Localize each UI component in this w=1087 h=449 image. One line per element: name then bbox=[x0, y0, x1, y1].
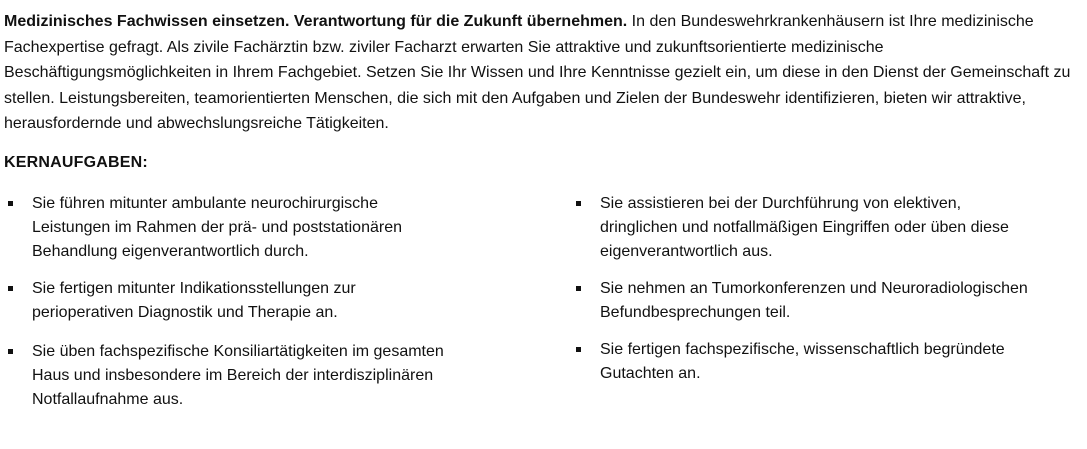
intro-text: In den Bundeswehrkrankenhäusern ist Ihre medizinische Fachexpertise gefragt. Als zivile Fachärztin bzw. ziviler Facharzt erwarten Sie attraktive und zukunftsorientierte medizinische Beschäftigungsmöglichkeiten in Ihrem Fachgebiet. Setzen Sie Ihr Wissen und Ihre Kenntnisse gezielt ein, um diese in den Dienst der Gemeinschaft zu stellen. Leistungsbereiten, teamorientierten Menschen, die sich mit den Aufgaben und Zielen der Bundeswehr identifizieren, bieten wir attraktive, herausfordernde und abwechslungsreiche Tätigkeiten. bbox=[4, 13, 1071, 133]
task-item bbox=[572, 338, 1030, 386]
tasks-right-list bbox=[572, 192, 1072, 386]
task-text: Sie assistieren bei der Durchführung von elektiven, dringlichen und notfallmäßigen Eingriffen oder üben diese eigenverantwortlich aus. bbox=[600, 195, 1009, 260]
task-item bbox=[4, 277, 452, 325]
task-item bbox=[4, 340, 452, 412]
intro-paragraph bbox=[4, 9, 1082, 137]
bullet-icon bbox=[576, 347, 581, 352]
bullet-icon bbox=[576, 286, 581, 291]
task-item bbox=[572, 192, 1030, 264]
task-item bbox=[4, 192, 452, 264]
task-text: Sie fertigen mitunter Indikationsstellungen zur perioperativen Diagnostik und Therapie an. bbox=[32, 280, 356, 321]
task-item bbox=[572, 277, 1030, 325]
task-text: Sie üben fachspezifische Konsiliartätigkeiten im gesamten Haus und insbesondere im Bereich der interdisziplinären Notfallaufnahme aus. bbox=[32, 343, 444, 408]
task-text: Sie nehmen an Tumorkonferenzen und Neuroradiologischen Befundbesprechungen teil. bbox=[600, 280, 1028, 321]
bullet-icon bbox=[8, 286, 13, 291]
tasks-left-list bbox=[4, 192, 524, 412]
intro-lead: Medizinisches Fachwissen einsetzen. Verantwortung für die Zukunft übernehmen. bbox=[4, 13, 628, 30]
bullet-icon bbox=[8, 349, 13, 354]
bullet-icon bbox=[8, 201, 13, 206]
bullet-icon bbox=[576, 201, 581, 206]
task-text: Sie fertigen fachspezifische, wissenschaftlich begründete Gutachten an. bbox=[600, 341, 1005, 382]
task-text: Sie führen mitunter ambulante neurochirurgische Leistungen im Rahmen der prä- und poststationären Behandlung eigenverantwortlich durch. bbox=[32, 195, 402, 260]
kernaufgaben-heading: KERNAUFGABEN: bbox=[4, 154, 148, 171]
